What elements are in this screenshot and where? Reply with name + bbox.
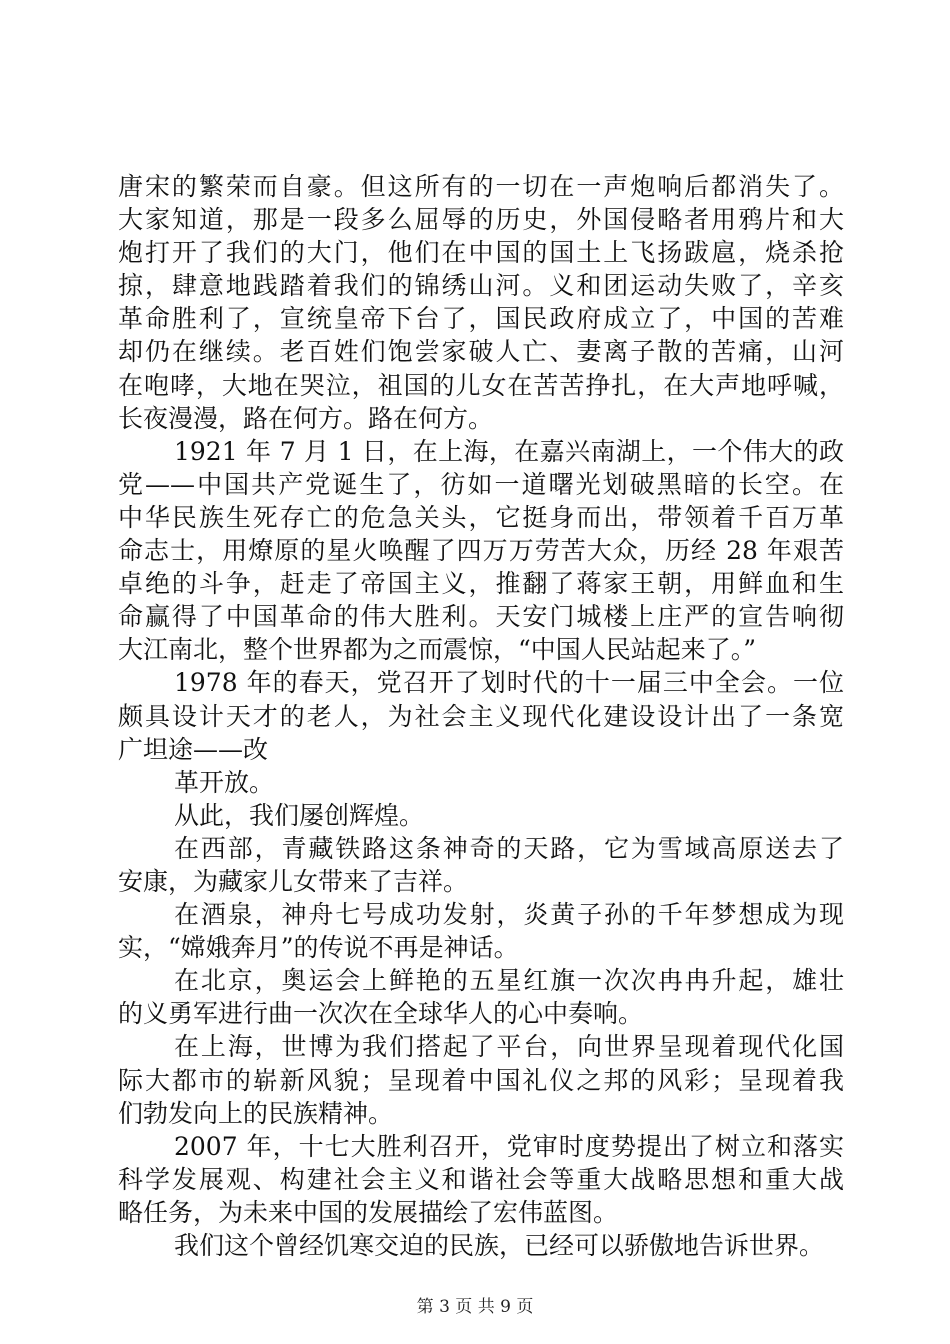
paragraph-line: 大家知道，那是一段多么屈辱的历史，外国侵略者用鸦片和大	[118, 205, 844, 235]
paragraph-line: 掠，肆意地践踏着我们的锦绣山河。义和团运动失败了，辛亥	[118, 271, 844, 301]
paragraph-line: 在西部，青藏铁路这条神奇的天路，它为雪域高原送去了	[174, 833, 844, 863]
paragraph-line: 命志士，用燎原的星火唤醒了四万万劳苦大众，历经 28 年艰苦	[118, 536, 844, 566]
paragraph-line: 唐宋的繁荣而自豪。但这所有的一切在一声炮响后都消失了。	[118, 172, 844, 201]
paragraph-line: 从此，我们屡创辉煌。	[174, 800, 425, 830]
paragraph-line: 际大都市的崭新风貌；呈现着中国礼仪之邦的风彩；呈现着我	[118, 1065, 844, 1095]
paragraph-line: 实，“嫦娥奔月”的传说不再是神话。	[118, 933, 519, 963]
paragraph-line: 在酒泉，神舟七号成功发射，炎黄子孙的千年梦想成为现	[174, 900, 844, 930]
paragraph-line: 科学发展观、构建社会主义和谐社会等重大战略思想和重大战	[118, 1164, 844, 1194]
paragraph-line: 1921 年 7 月 1 日，在上海，在嘉兴南湖上，一个伟大的政	[174, 436, 844, 466]
paragraph-line: 大江南北，整个世界都为之而震惊，“中国人民站起来了。”	[118, 635, 757, 665]
paragraph-line: 们勃发向上的民族精神。	[118, 1098, 394, 1128]
paragraph-line: 2007 年，十七大胜利召开，党审时度势提出了树立和落实	[174, 1131, 844, 1161]
paragraph-line: 1978 年的春天，党召开了划时代的十一届三中全会。一位	[174, 668, 844, 698]
paragraph-line: 党——中国共产党诞生了，彷如一道曙光划破黑暗的长空。在	[118, 469, 844, 499]
paragraph-line: 中华民族生死存亡的危急关头，它挺身而出，带领着千百万革	[118, 502, 844, 532]
paragraph-line: 革开放。	[174, 767, 275, 797]
paragraph-line: 卓绝的斗争，赶走了帝国主义，推翻了蒋家王朝，用鲜血和生	[118, 569, 844, 599]
paragraph-line: 颇具设计天才的老人，为社会主义现代化建设设计出了一条宽	[118, 701, 844, 731]
paragraph-line: 却仍在继续。老百姓们饱尝家破人亡、妻离子散的苦痛，山河	[118, 337, 844, 367]
paragraph-line: 广坦途——改	[118, 734, 269, 764]
paragraph-line: 命赢得了中国革命的伟大胜利。天安门城楼上庄严的宣告响彻	[118, 602, 844, 632]
document-body	[118, 170, 844, 1262]
paragraph-line: 在上海，世博为我们搭起了平台，向世界呈现着现代化国	[174, 1032, 844, 1062]
paragraph-line: 我们这个曾经饥寒交迫的民族，已经可以骄傲地告诉世界。	[174, 1231, 825, 1260]
paragraph-line: 的义勇军进行曲一次次在全球华人的心中奏响。	[118, 999, 644, 1029]
paragraph-line: 革命胜利了，宣统皇帝下台了，国民政府成立了，中国的苦难	[118, 304, 844, 334]
paragraph-line: 长夜漫漫，路在何方。路在何方。	[118, 403, 494, 433]
paragraph-line: 安康，为藏家儿女带来了吉祥。	[118, 866, 469, 896]
paragraph-line: 在北京，奥运会上鲜艳的五星红旗一次次冉冉升起，雄壮	[174, 966, 844, 996]
paragraph-line: 炮打开了我们的大门，他们在中国的国土上飞扬跋扈，烧杀抢	[118, 238, 844, 268]
paragraph-line: 在咆哮，大地在哭泣，祖国的儿女在苦苦挣扎，在大声地呼喊，	[118, 370, 844, 400]
paragraph-line: 略任务，为未来中国的发展描绘了宏伟蓝图。	[118, 1197, 619, 1227]
page-footer: 第 3 页 共 9 页	[416, 1297, 534, 1317]
